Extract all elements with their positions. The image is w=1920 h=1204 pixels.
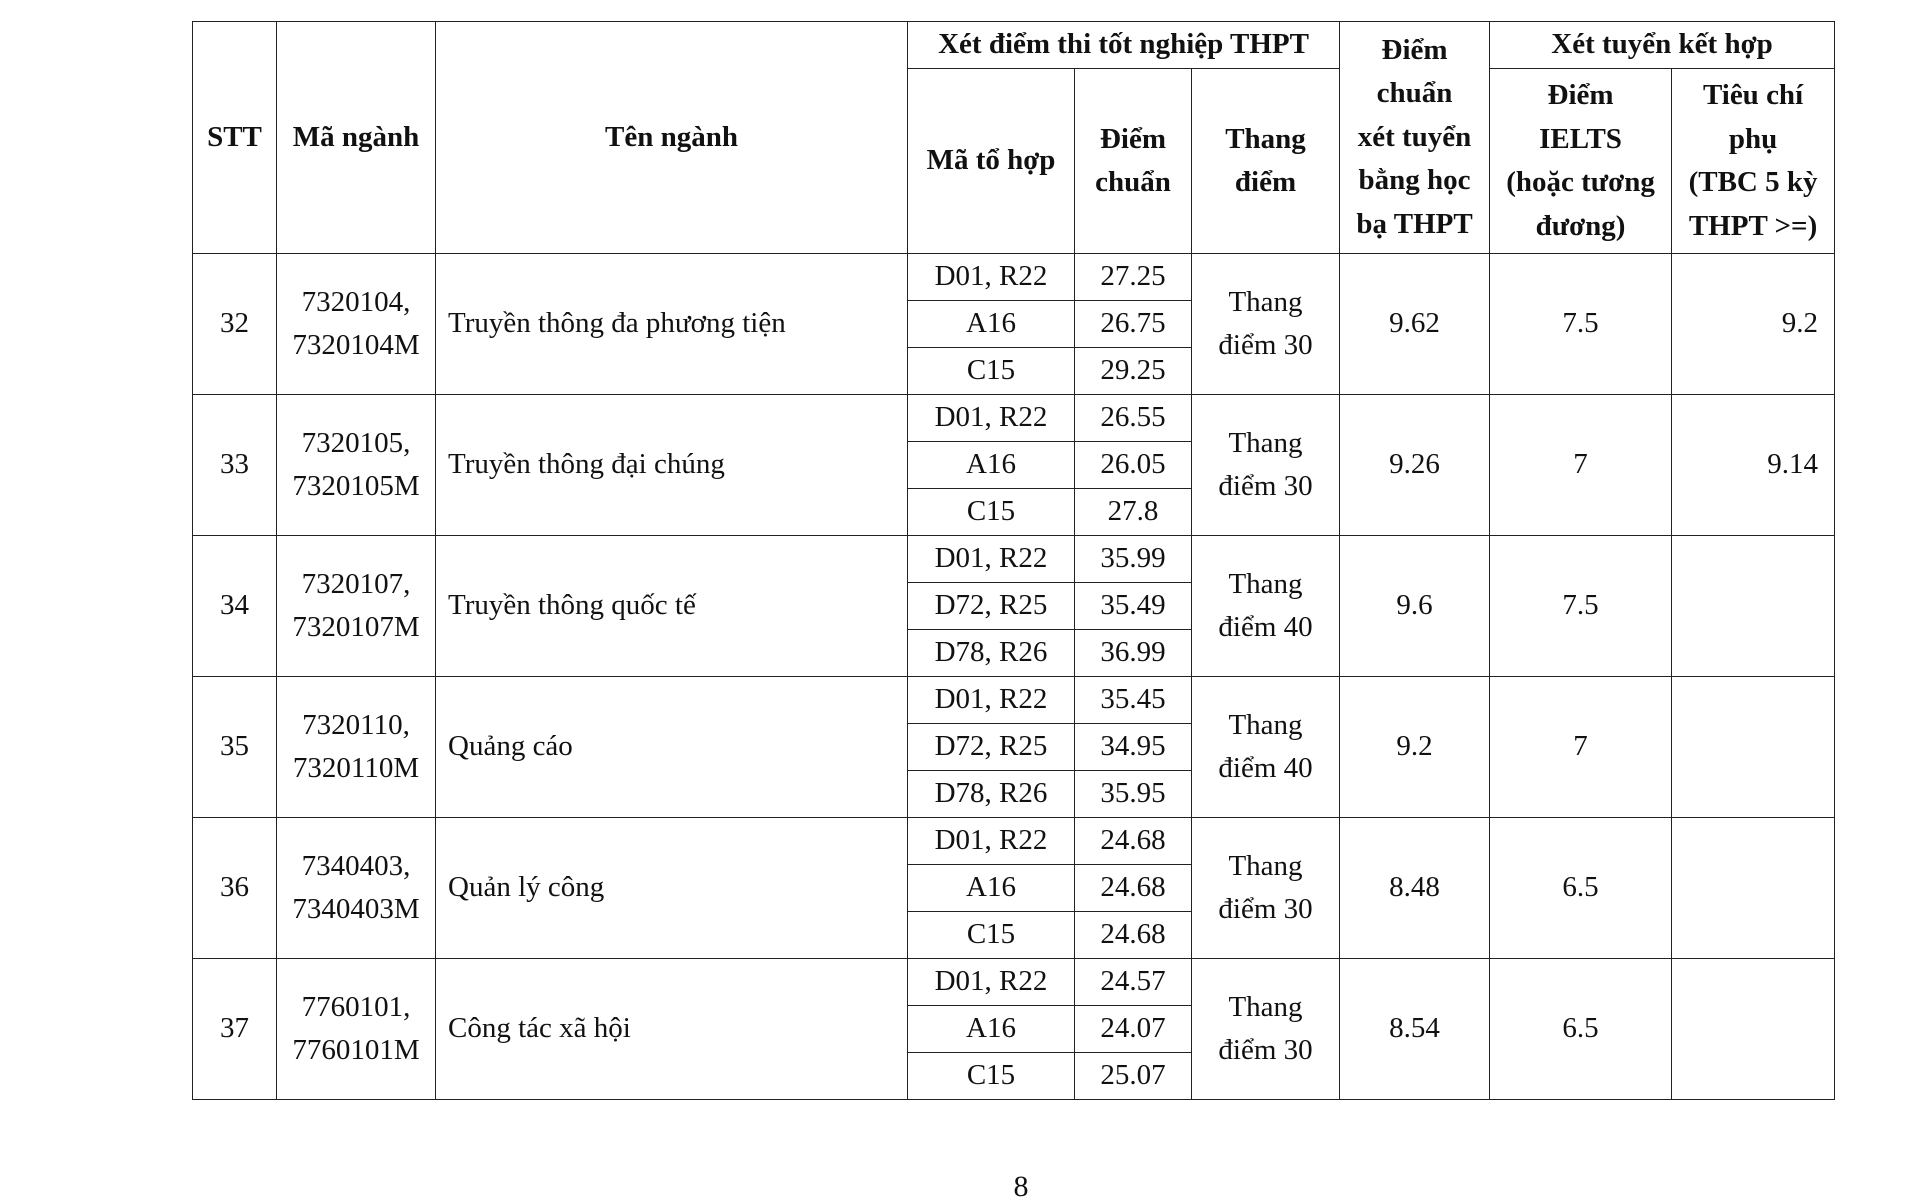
combo-code-cell-text: D01, R22 bbox=[934, 542, 1048, 575]
cutoff-score-cell bbox=[1075, 959, 1192, 1006]
header-combined-group: Xét tuyển kết hợp bbox=[1490, 22, 1835, 69]
transcript-cutoff-cell-text: 9.26 bbox=[1389, 448, 1440, 481]
ielts-cell-text: 7 bbox=[1573, 448, 1588, 481]
combo-code-cell-text: D78, R26 bbox=[934, 636, 1048, 669]
cutoff-score-cell-text: 35.49 bbox=[1100, 589, 1166, 622]
major-code-cell-text: 7320107, 7320107M bbox=[292, 567, 420, 643]
combo-code-cell-text: D72, R25 bbox=[934, 589, 1048, 622]
extra-criteria-cell bbox=[1672, 677, 1835, 818]
header-transcript-cutoff: Điểm chuẩn xét tuyển bằng học bạ THPT bbox=[1340, 22, 1490, 254]
cutoff-score-cell bbox=[1075, 1053, 1192, 1100]
header-major-code: Mã ngành bbox=[277, 22, 436, 254]
combo-code-cell-text: D78, R26 bbox=[934, 777, 1048, 810]
cutoff-score-cell bbox=[1075, 489, 1192, 536]
combo-code-cell bbox=[908, 724, 1075, 771]
cutoff-score-cell-text: 26.75 bbox=[1100, 307, 1166, 340]
cutoff-score-cell bbox=[1075, 254, 1192, 301]
major-name-cell-text: Truyền thông quốc tế bbox=[448, 589, 696, 622]
scale-cell-text: Thang điểm 30 bbox=[1218, 285, 1313, 361]
transcript-cutoff-cell-text: 8.48 bbox=[1389, 871, 1440, 904]
cutoff-score-cell-text: 26.55 bbox=[1100, 401, 1166, 434]
cutoff-score-cell-text: 26.05 bbox=[1100, 448, 1166, 481]
combo-code-cell bbox=[908, 489, 1075, 536]
combo-code-cell bbox=[908, 959, 1075, 1006]
cutoff-score-cell-text: 24.57 bbox=[1100, 965, 1166, 998]
combo-code-cell-text: C15 bbox=[966, 495, 1016, 528]
scale-cell bbox=[1192, 818, 1340, 959]
combo-code-cell bbox=[908, 583, 1075, 630]
cutoff-score-cell bbox=[1075, 724, 1192, 771]
combo-code-cell-text: D01, R22 bbox=[934, 965, 1048, 998]
transcript-cutoff-cell-text: 9.62 bbox=[1389, 307, 1440, 340]
cutoff-score-cell bbox=[1075, 442, 1192, 489]
extra-criteria-cell bbox=[1672, 254, 1835, 395]
cutoff-score-cell-text: 27.8 bbox=[1107, 495, 1159, 528]
cutoff-score-cell-text: 25.07 bbox=[1100, 1059, 1166, 1092]
major-name-cell-text: Quảng cáo bbox=[448, 730, 573, 763]
major-code-cell-text: 7760101, 7760101M bbox=[292, 990, 420, 1066]
ielts-cell bbox=[1490, 677, 1672, 818]
combo-code-cell bbox=[908, 301, 1075, 348]
combo-code-cell-text: C15 bbox=[966, 354, 1016, 387]
cutoff-score-cell bbox=[1075, 536, 1192, 583]
header-thpt-group: Xét điểm thi tốt nghiệp THPT bbox=[908, 22, 1340, 69]
transcript-cutoff-cell-text: 9.2 bbox=[1396, 730, 1433, 763]
page-number: 8 bbox=[1013, 1170, 1029, 1203]
table-header bbox=[193, 22, 1835, 254]
ielts-cell-text: 7.5 bbox=[1562, 307, 1599, 340]
header-extra-criteria: Tiêu chí phụ (TBC 5 kỳ THPT >=) bbox=[1672, 69, 1835, 254]
cutoff-score-cell-text: 35.99 bbox=[1100, 542, 1166, 575]
stt-cell-text: 35 bbox=[220, 730, 249, 763]
ielts-cell bbox=[1490, 254, 1672, 395]
header-cutoff-score: Điểm chuẩn bbox=[1075, 69, 1192, 254]
scale-cell-text: Thang điểm 30 bbox=[1218, 849, 1313, 925]
table-row bbox=[193, 395, 1835, 442]
scale-cell bbox=[1192, 395, 1340, 536]
header-major-name: Tên ngành bbox=[436, 22, 908, 254]
major-name-cell bbox=[436, 395, 908, 536]
table-row bbox=[193, 959, 1835, 1006]
extra-criteria-cell bbox=[1672, 959, 1835, 1100]
major-code-cell bbox=[277, 395, 436, 536]
ielts-cell-text: 7.5 bbox=[1562, 589, 1599, 622]
major-name-cell bbox=[436, 818, 908, 959]
combo-code-cell bbox=[908, 442, 1075, 489]
combo-code-cell bbox=[908, 395, 1075, 442]
combo-code-cell bbox=[908, 630, 1075, 677]
stt-cell-text: 36 bbox=[220, 871, 249, 904]
combo-code-cell bbox=[908, 254, 1075, 301]
combo-code-cell-text: A16 bbox=[966, 448, 1016, 481]
combo-code-cell bbox=[908, 677, 1075, 724]
cutoff-score-cell bbox=[1075, 348, 1192, 395]
extra-criteria-cell bbox=[1672, 536, 1835, 677]
ielts-cell bbox=[1490, 959, 1672, 1100]
cutoff-score-cell bbox=[1075, 301, 1192, 348]
cutoff-score-cell-text: 35.95 bbox=[1100, 777, 1166, 810]
cutoff-score-cell-text: 24.07 bbox=[1100, 1012, 1166, 1045]
stt-cell-text: 32 bbox=[220, 307, 249, 340]
major-name-cell bbox=[436, 254, 908, 395]
ielts-cell bbox=[1490, 395, 1672, 536]
major-name-cell-text: Truyền thông đại chúng bbox=[448, 448, 725, 481]
stt-cell bbox=[193, 395, 277, 536]
scale-cell bbox=[1192, 536, 1340, 677]
table-row bbox=[193, 536, 1835, 583]
extra-criteria-cell-text: 9.2 bbox=[1781, 307, 1819, 340]
extra-criteria-cell-text: 9.14 bbox=[1767, 448, 1819, 481]
cutoff-score-cell-text: 24.68 bbox=[1100, 871, 1166, 904]
major-code-cell bbox=[277, 536, 436, 677]
major-code-cell bbox=[277, 959, 436, 1100]
combo-code-cell-text: D01, R22 bbox=[934, 260, 1048, 293]
transcript-cutoff-cell bbox=[1340, 818, 1490, 959]
ielts-cell bbox=[1490, 536, 1672, 677]
cutoff-score-cell bbox=[1075, 865, 1192, 912]
combo-code-cell-text: D72, R25 bbox=[934, 730, 1048, 763]
transcript-cutoff-cell bbox=[1340, 677, 1490, 818]
combo-code-cell-text: C15 bbox=[966, 918, 1016, 951]
combo-code-cell-text: D01, R22 bbox=[934, 824, 1048, 857]
cutoff-score-cell-text: 34.95 bbox=[1100, 730, 1166, 763]
major-name-cell bbox=[436, 677, 908, 818]
table-row bbox=[193, 677, 1835, 724]
major-name-cell-text: Quản lý công bbox=[448, 871, 605, 904]
scale-cell-text: Thang điểm 30 bbox=[1218, 426, 1313, 502]
combo-code-cell-text: A16 bbox=[966, 871, 1016, 904]
cutoff-score-cell bbox=[1075, 1006, 1192, 1053]
major-name-cell bbox=[436, 536, 908, 677]
transcript-cutoff-cell-text: 8.54 bbox=[1389, 1012, 1440, 1045]
stt-cell bbox=[193, 536, 277, 677]
cutoff-score-cell bbox=[1075, 912, 1192, 959]
cutoff-score-cell bbox=[1075, 771, 1192, 818]
major-name-cell-text: Công tác xã hội bbox=[448, 1012, 631, 1045]
ielts-cell-text: 6.5 bbox=[1562, 871, 1599, 904]
combo-code-cell bbox=[908, 912, 1075, 959]
combo-code-cell-text: D01, R22 bbox=[934, 401, 1048, 434]
ielts-cell-text: 6.5 bbox=[1562, 1012, 1599, 1045]
major-code-cell bbox=[277, 254, 436, 395]
combo-code-cell bbox=[908, 536, 1075, 583]
cutoff-score-cell-text: 36.99 bbox=[1100, 636, 1166, 669]
stt-cell bbox=[193, 818, 277, 959]
scale-cell bbox=[1192, 254, 1340, 395]
transcript-cutoff-cell bbox=[1340, 395, 1490, 536]
cutoff-score-cell bbox=[1075, 583, 1192, 630]
major-name-cell bbox=[436, 959, 908, 1100]
stt-cell-text: 34 bbox=[220, 589, 249, 622]
cutoff-score-cell bbox=[1075, 677, 1192, 724]
scale-cell bbox=[1192, 677, 1340, 818]
header-stt: STT bbox=[193, 22, 277, 254]
scale-cell-text: Thang điểm 40 bbox=[1218, 567, 1313, 643]
major-code-cell bbox=[277, 677, 436, 818]
header-combo-code: Mã tổ hợp bbox=[908, 69, 1075, 254]
cutoff-score-cell-text: 24.68 bbox=[1100, 824, 1166, 857]
transcript-cutoff-cell bbox=[1340, 536, 1490, 677]
combo-code-cell-text: D01, R22 bbox=[934, 683, 1048, 716]
header-ielts: Điểm IELTS (hoặc tương đương) bbox=[1490, 69, 1672, 254]
stt-cell-text: 33 bbox=[220, 448, 249, 481]
stt-cell bbox=[193, 959, 277, 1100]
transcript-cutoff-cell bbox=[1340, 959, 1490, 1100]
combo-code-cell-text: C15 bbox=[966, 1059, 1016, 1092]
scale-cell-text: Thang điểm 30 bbox=[1218, 990, 1313, 1066]
combo-code-cell-text: A16 bbox=[966, 1012, 1016, 1045]
header-scale: Thang điểm bbox=[1192, 69, 1340, 254]
cutoff-score-cell bbox=[1075, 630, 1192, 677]
scale-cell bbox=[1192, 959, 1340, 1100]
major-code-cell bbox=[277, 818, 436, 959]
combo-code-cell bbox=[908, 818, 1075, 865]
combo-code-cell bbox=[908, 348, 1075, 395]
ielts-cell-text: 7 bbox=[1573, 730, 1588, 763]
cutoff-score-cell-text: 24.68 bbox=[1100, 918, 1166, 951]
major-code-cell-text: 7340403, 7340403M bbox=[292, 849, 420, 925]
stt-cell bbox=[193, 677, 277, 818]
ielts-cell bbox=[1490, 818, 1672, 959]
table-body bbox=[193, 254, 1835, 1100]
combo-code-cell bbox=[908, 1006, 1075, 1053]
cutoff-score-cell bbox=[1075, 395, 1192, 442]
combo-code-cell bbox=[908, 771, 1075, 818]
table-row bbox=[193, 254, 1835, 301]
stt-cell-text: 37 bbox=[220, 1012, 249, 1045]
cutoff-score-cell-text: 35.45 bbox=[1100, 683, 1166, 716]
scale-cell-text: Thang điểm 40 bbox=[1218, 708, 1313, 784]
combo-code-cell-text: A16 bbox=[966, 307, 1016, 340]
cutoff-score-cell bbox=[1075, 818, 1192, 865]
transcript-cutoff-cell-text: 9.6 bbox=[1396, 589, 1433, 622]
cutoff-score-cell-text: 29.25 bbox=[1100, 354, 1166, 387]
major-name-cell-text: Truyền thông đa phương tiện bbox=[448, 307, 786, 340]
table-row bbox=[193, 818, 1835, 865]
cutoff-score-cell-text: 27.25 bbox=[1100, 260, 1166, 293]
transcript-cutoff-cell bbox=[1340, 254, 1490, 395]
combo-code-cell bbox=[908, 1053, 1075, 1100]
major-code-cell-text: 7320110, 7320110M bbox=[292, 708, 420, 784]
major-code-cell-text: 7320104, 7320104M bbox=[292, 285, 420, 361]
combo-code-cell bbox=[908, 865, 1075, 912]
extra-criteria-cell bbox=[1672, 818, 1835, 959]
extra-criteria-cell bbox=[1672, 395, 1835, 536]
admission-scores-table bbox=[192, 21, 1835, 1100]
stt-cell bbox=[193, 254, 277, 395]
major-code-cell-text: 7320105, 7320105M bbox=[292, 426, 420, 502]
